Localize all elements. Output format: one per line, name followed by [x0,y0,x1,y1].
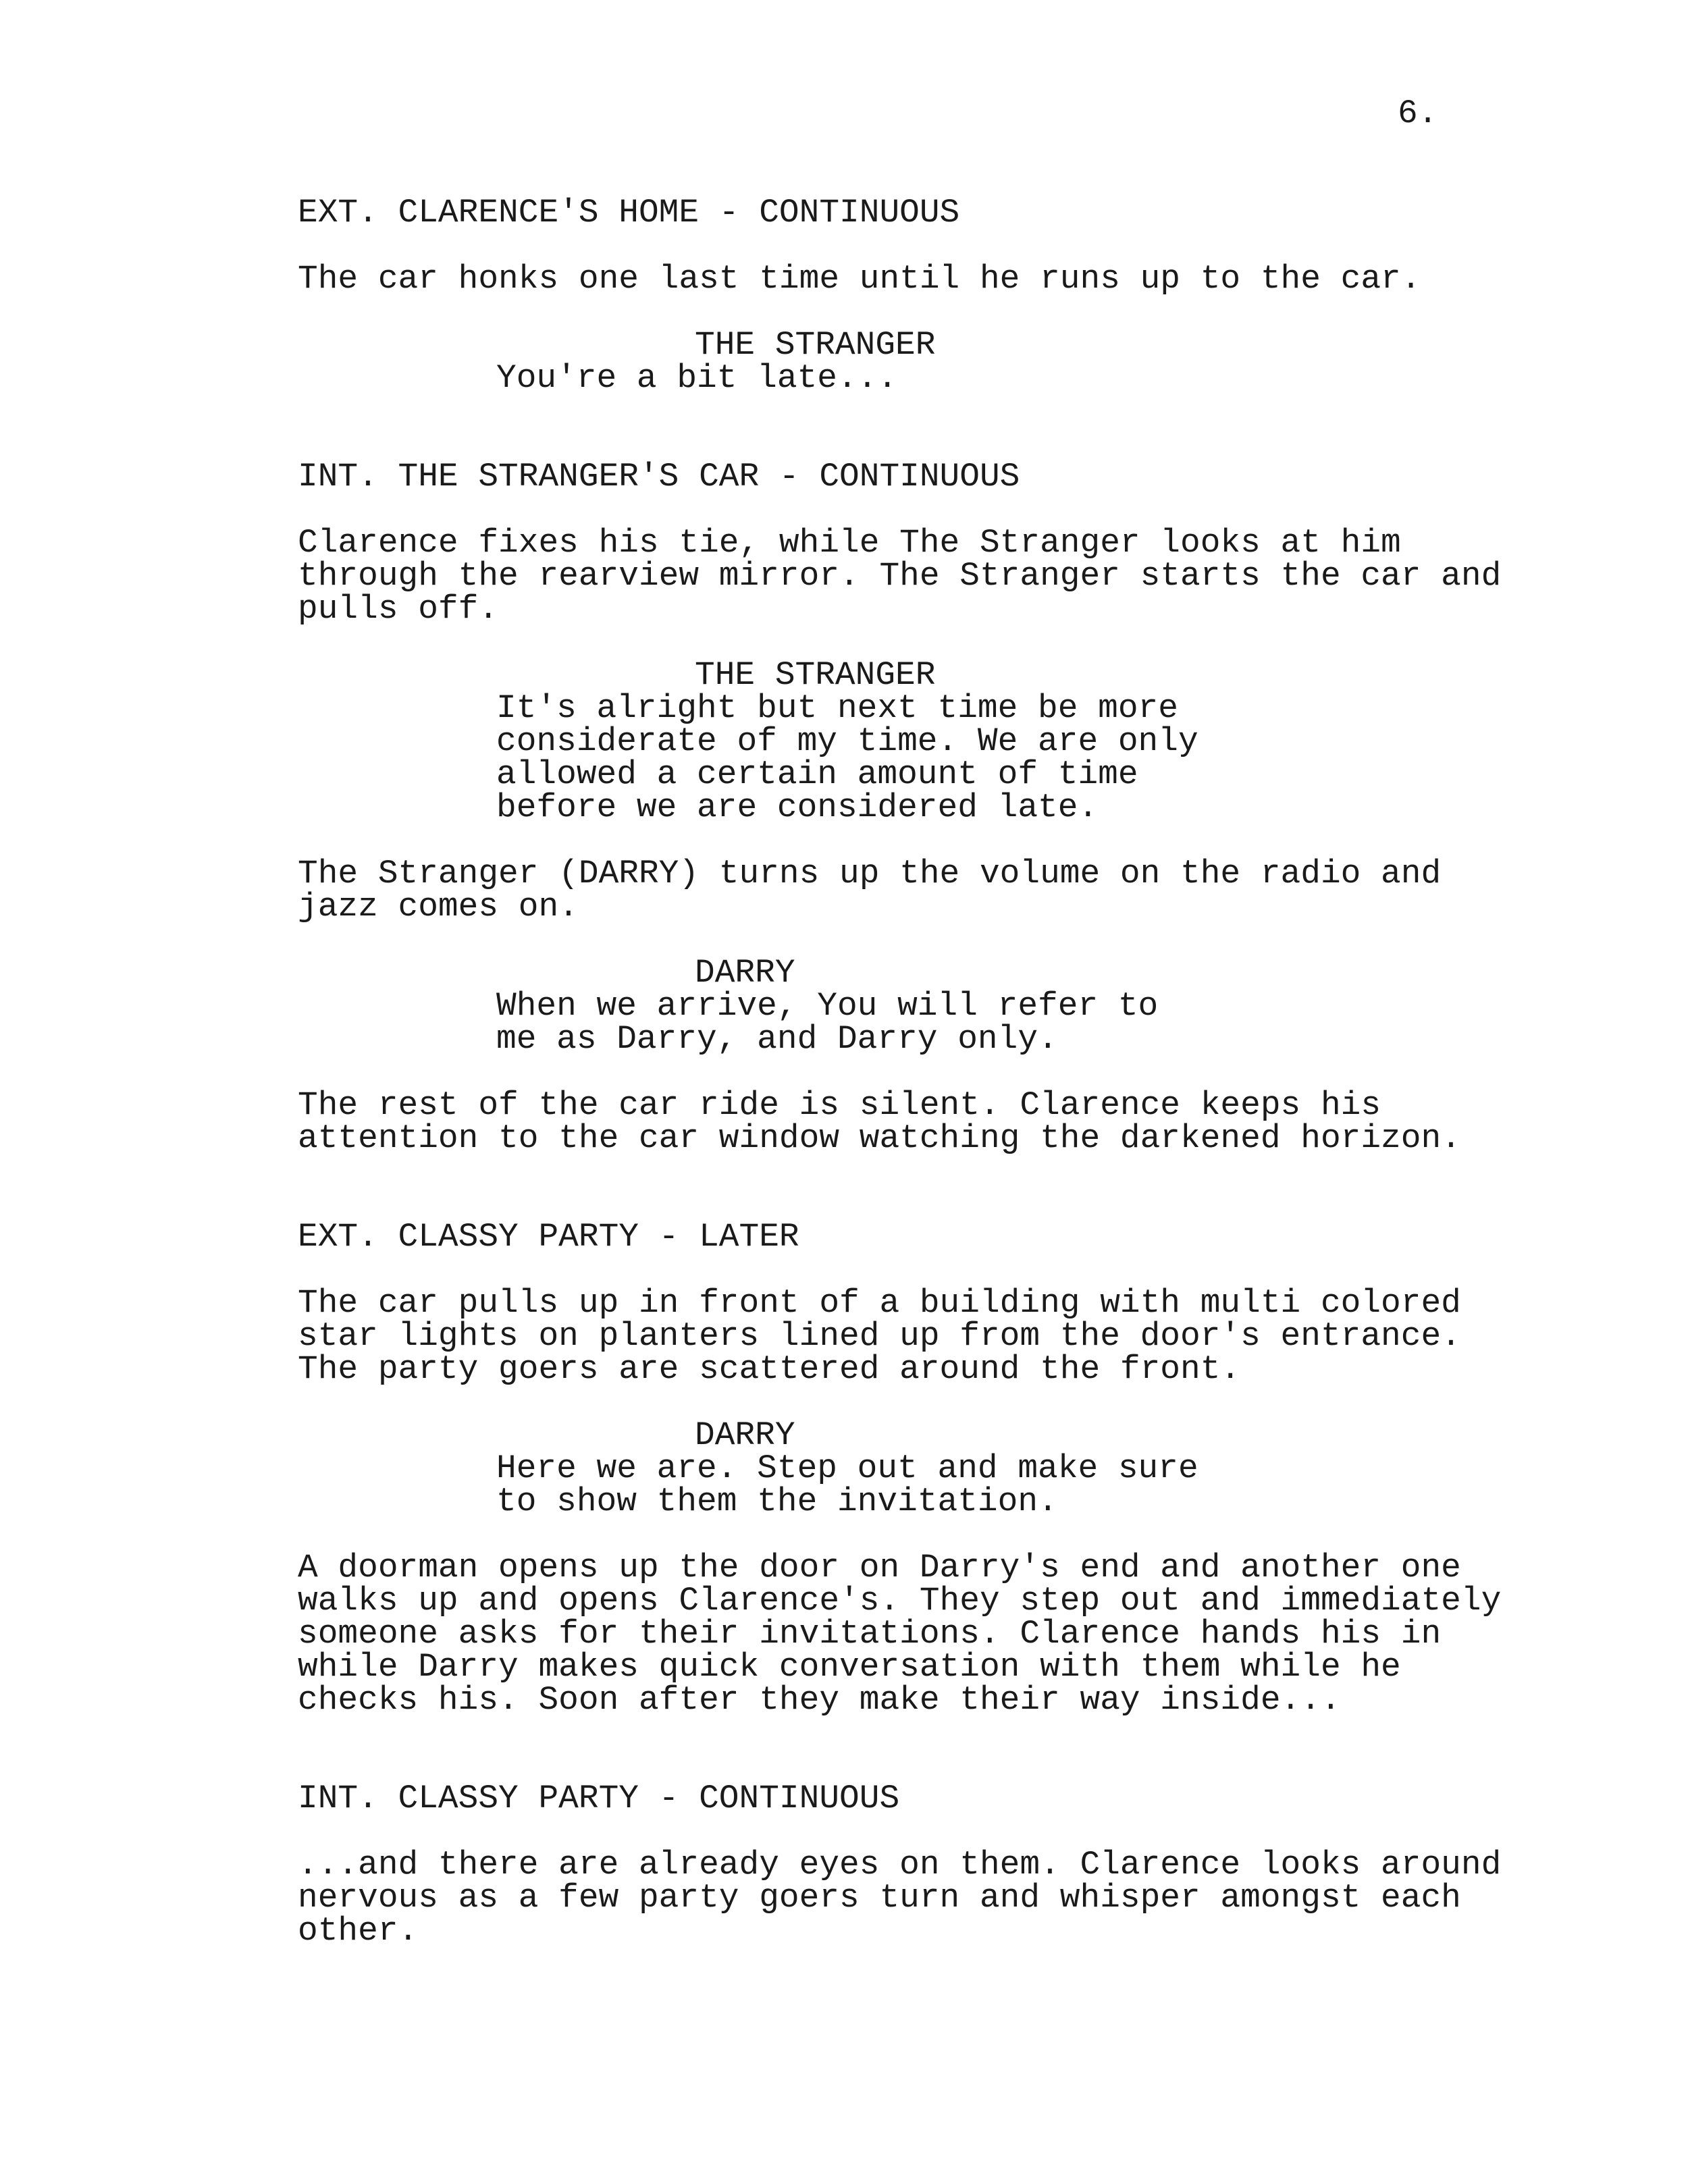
dialogue-line: When we arrive, You will refer to [496,987,1159,1025]
scene-heading: EXT. CLASSY PARTY - LATER [298,1218,799,1256]
action-line: nervous as a few party goers turn and whisper amongst each [298,1879,1461,1917]
action-line: Clarence fixes his tie, while The Stranger looks at him [298,524,1401,562]
action-line: ...and there are already eyes on them. Clarence looks around [298,1846,1502,1884]
action-line: through the rearview mirror. The Stranger starts the car and [298,557,1502,595]
action-line: walks up and opens Clarence's. They step out and immediately [298,1582,1502,1620]
dialogue-line: You're a bit late... [496,359,898,397]
dialogue-line: before we are considered late. [496,789,1099,826]
action-line: other. [298,1912,419,1950]
action-line: attention to the car window watching the darkened horizon. [298,1119,1461,1157]
action-line: checks his. Soon after they make their way inside... [298,1681,1341,1719]
character-name: DARRY [695,1416,795,1454]
character-name: DARRY [695,954,795,992]
action-line: The car honks one last time until he runs up to the car. [298,260,1421,298]
action-line: The car pulls up in front of a building with multi colored [298,1284,1461,1322]
dialogue-line: me as Darry, and Darry only. [496,1020,1058,1058]
dialogue-line: considerate of my time. We are only [496,722,1198,760]
action-line: while Darry makes quick conversation with them while he [298,1648,1401,1686]
action-line: The party goers are scattered around the front. [298,1350,1241,1388]
dialogue-line: to show them the invitation. [496,1483,1058,1520]
action-line: someone asks for their invitations. Clarence hands his in [298,1615,1442,1653]
page-number: 6. [1398,95,1438,132]
scene-heading: EXT. CLARENCE'S HOME - CONTINUOUS [298,194,960,232]
character-name: THE STRANGER [695,326,936,364]
action-line: jazz comes on. [298,888,579,926]
dialogue-line: allowed a certain amount of time [496,755,1138,793]
action-line: The rest of the car ride is silent. Clarence keeps his [298,1086,1381,1124]
action-line: star lights on planters lined up from the door's entrance. [298,1317,1461,1355]
dialogue-line: Here we are. Step out and make sure [496,1449,1198,1487]
action-line: The Stranger (DARRY) turns up the volume on the radio and [298,855,1442,893]
scene-heading: INT. THE STRANGER'S CAR - CONTINUOUS [298,458,1020,496]
dialogue-line: It's alright but next time be more [496,689,1178,727]
scene-heading: INT. CLASSY PARTY - CONTINUOUS [298,1780,900,1817]
character-name: THE STRANGER [695,656,936,694]
action-line: pulls off. [298,590,499,628]
action-line: A doorman opens up the door on Darry's end and another one [298,1549,1461,1587]
